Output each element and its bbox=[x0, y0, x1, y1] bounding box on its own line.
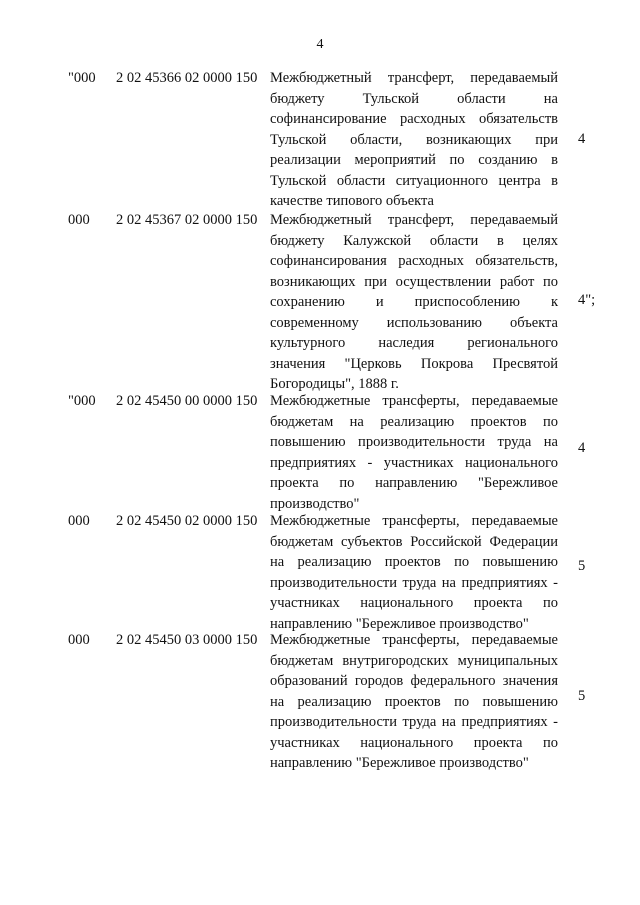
description-line: образований городов федерального значения bbox=[270, 673, 558, 689]
description-line: Тульской области, возникающих при bbox=[270, 131, 558, 148]
description-line: Межбюджетные трансферты, передаваемые bbox=[270, 513, 558, 529]
page-number: 4 bbox=[316, 37, 324, 52]
description-line: бюджетам внутригородских муниципальных bbox=[270, 652, 558, 669]
description-line: на реализацию проектов по повышению bbox=[270, 693, 558, 710]
admin-code: "000 bbox=[68, 70, 96, 86]
row-note: 4"; bbox=[578, 292, 596, 308]
description-line: производство" bbox=[270, 495, 360, 512]
description-line: участниках национального проекта по bbox=[270, 595, 558, 611]
description-line: сохранению и приспособлению к bbox=[270, 294, 558, 310]
description-line: Межбюджетные трансферты, передаваемые bbox=[270, 632, 558, 648]
row-note: 5 bbox=[578, 688, 586, 704]
budget-code: 2 02 45367 02 0000 150 bbox=[116, 212, 258, 228]
description-line: реализации мероприятий по созданию в bbox=[270, 152, 558, 168]
budget-code: 2 02 45366 02 0000 150 bbox=[116, 70, 258, 86]
description-line: бюджету Калужской области в целях bbox=[270, 232, 558, 249]
description-line: значения "Церковь Покрова Пресвятой bbox=[270, 355, 558, 372]
description-line: софинансирование расходных обязательств bbox=[270, 111, 558, 127]
admin-code: 000 bbox=[68, 632, 90, 648]
description-line: на реализацию проектов по повышению bbox=[270, 554, 558, 570]
description-line: Богородицы", 1888 г. bbox=[270, 376, 399, 392]
item-description bbox=[270, 391, 558, 514]
description-line: предприятиях - участниках национального bbox=[270, 454, 558, 471]
description-line: Межбюджетный трансферт, передаваемый bbox=[270, 212, 558, 228]
description-line: Межбюджетный трансферт, передаваемый bbox=[270, 70, 558, 86]
description-line: софинансирования расходных обязательств, bbox=[270, 253, 558, 269]
description-line: Тульской области ситуационного центра в bbox=[270, 172, 558, 189]
description-line: бюджету Тульской области на bbox=[270, 90, 558, 107]
description-line: бюджетам субъектов Российской Федерации bbox=[270, 533, 558, 550]
budget-code: 2 02 45450 02 0000 150 bbox=[116, 513, 258, 529]
item-description bbox=[270, 511, 558, 634]
row-note: 5 bbox=[578, 558, 586, 574]
description-line: качестве типового объекта bbox=[270, 193, 434, 209]
item-description bbox=[270, 68, 558, 212]
description-line: направлению "Бережливое производство" bbox=[270, 615, 529, 632]
description-line: возникающих при осуществлении работ по bbox=[270, 273, 558, 290]
row-note: 4 bbox=[578, 440, 586, 456]
description-line: повышению производительности труда на bbox=[270, 434, 558, 450]
admin-code: "000 bbox=[68, 393, 96, 409]
description-line: производительности труда на предприятиях - bbox=[270, 574, 558, 591]
item-description bbox=[270, 210, 558, 395]
item-description bbox=[270, 630, 558, 774]
description-line: производительности труда на предприятиях - bbox=[270, 714, 558, 730]
description-line: бюджетам на реализацию проектов по bbox=[270, 413, 558, 430]
description-line: направлению "Бережливое производство" bbox=[270, 755, 529, 771]
budget-code: 2 02 45450 03 0000 150 bbox=[116, 632, 258, 648]
description-line: проекта по направлению "Бережливое bbox=[270, 475, 558, 491]
description-line: Межбюджетные трансферты, передаваемые bbox=[270, 393, 558, 409]
description-line: культурного наследия регионального bbox=[270, 335, 558, 351]
admin-code: 000 bbox=[68, 513, 90, 529]
description-line: участниках национального проекта по bbox=[270, 734, 558, 751]
budget-code: 2 02 45450 00 0000 150 bbox=[116, 393, 258, 409]
description-line: современному использованию объекта bbox=[270, 314, 558, 331]
row-note: 4 bbox=[578, 131, 586, 147]
admin-code: 000 bbox=[68, 212, 90, 228]
